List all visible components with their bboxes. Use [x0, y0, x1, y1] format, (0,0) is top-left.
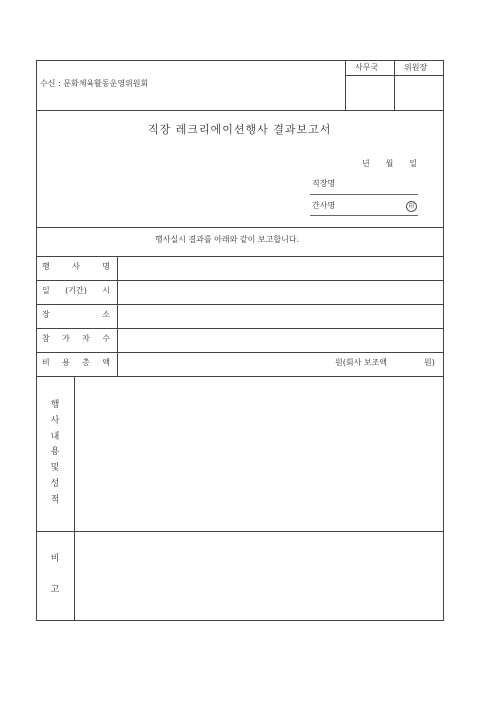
- approval-office-label: 사무국: [355, 63, 379, 72]
- field-event-name-input[interactable]: [118, 257, 442, 279]
- field-total-cost-label: 비 용 총 액: [42, 358, 110, 367]
- intro-text: 행사실시 결과를 아래와 같이 보고합니다.: [155, 235, 300, 244]
- position-label: 직장명: [312, 179, 336, 188]
- details-input[interactable]: [75, 377, 442, 530]
- field-participants-input[interactable]: [118, 329, 442, 351]
- cost-won-text: 원(회사 보조액: [335, 358, 388, 367]
- field-participants-label: 참 가 자 수: [42, 334, 110, 343]
- cost-won-end-text: 원): [424, 358, 435, 367]
- name-underline[interactable]: [310, 215, 418, 216]
- field-place-label: 장 소: [42, 310, 110, 319]
- seal-icon: 印: [406, 201, 417, 212]
- approval-divider-left: [345, 60, 346, 110]
- page-title: 직장 레크리에이션행사 결과보고서: [148, 123, 332, 136]
- recipient-text: 수신 : 문화체육활동운영위원회: [40, 79, 149, 88]
- date-month: 월: [385, 159, 394, 168]
- approval-header-line: [345, 75, 443, 76]
- position-underline[interactable]: [310, 194, 418, 195]
- approval-divider-mid: [394, 60, 395, 110]
- field-place-input[interactable]: [118, 305, 442, 327]
- field-event-name-label: 행 사 명: [42, 262, 110, 271]
- name-label: 간사명: [312, 201, 336, 210]
- remarks-label: 비 고: [50, 554, 60, 595]
- details-label: 행 사 내 용 및 성 적: [50, 400, 60, 505]
- date-year: 년: [362, 159, 370, 168]
- date-line: [362, 160, 417, 168]
- header-separator: [36, 110, 443, 111]
- field-date-label: 일 (기간) 시: [42, 286, 110, 295]
- field-total-cost-input[interactable]: [118, 353, 442, 375]
- approval-chair-label: 위원장: [404, 63, 428, 72]
- date-day: 일: [409, 159, 417, 168]
- intro-separator-top: [36, 227, 443, 228]
- field-date-input[interactable]: [118, 281, 442, 303]
- remarks-input[interactable]: [75, 532, 442, 619]
